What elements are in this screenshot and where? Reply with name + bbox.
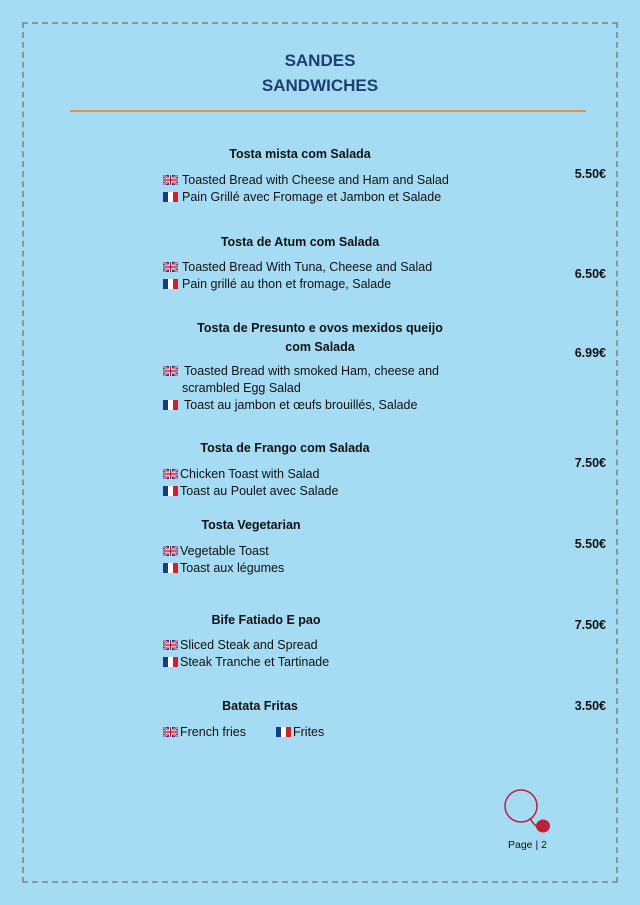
item-desc-en: Toasted Bread with Cheese and Ham and Salad <box>163 172 449 189</box>
item-desc-en: Toasted Bread with smoked Ham, cheese and <box>163 363 439 380</box>
item-price: 3.50€ <box>574 699 606 713</box>
item-price: 7.50€ <box>574 618 606 632</box>
item-name: Tosta de Atum com Salada <box>220 235 380 249</box>
item-desc-fr: Steak Tranche et Tartinade <box>163 654 329 671</box>
item-desc-en: Vegetable Toast <box>163 543 269 560</box>
uk-flag-icon <box>163 544 178 554</box>
uk-flag-icon <box>163 260 178 270</box>
fr-flag-icon <box>276 725 291 735</box>
uk-flag-icon <box>163 725 178 735</box>
fr-flag-icon <box>163 655 178 665</box>
fr-flag-icon <box>163 190 178 200</box>
uk-flag-icon <box>163 638 178 648</box>
item-desc-fr: Pain Grillé avec Fromage et Jambon et Salade <box>163 189 441 206</box>
item-price: 7.50€ <box>574 456 606 470</box>
item-name: Tosta mista com Salada <box>229 147 371 161</box>
item-price: 6.99€ <box>574 346 606 360</box>
item-price: 5.50€ <box>574 167 606 181</box>
page-number: Page | 2 <box>508 839 547 851</box>
fr-flag-icon <box>163 277 178 287</box>
item-desc-fr: Toast aux légumes <box>163 560 284 577</box>
item-desc-fr: Toast au jambon et œufs brouillés, Salade <box>163 397 417 414</box>
item-desc-fr: Toast au Poulet avec Salade <box>163 483 338 500</box>
item-name: Tosta de Frango com Salada <box>200 441 370 455</box>
uk-flag-icon <box>163 467 178 477</box>
item-name-line1: Tosta de Presunto e ovos mexidos queijo <box>197 321 443 335</box>
fr-flag-icon <box>163 561 178 571</box>
item-name: Tosta Vegetarian <box>201 518 301 532</box>
fr-flag-icon <box>163 484 178 494</box>
item-name: Batata Fritas <box>222 699 298 713</box>
uk-flag-icon <box>163 364 178 374</box>
page-title-pt: SANDES <box>284 51 356 70</box>
title-divider <box>70 110 586 112</box>
item-name-line2: com Salada <box>285 340 355 354</box>
item-desc-fr: Pain grillé au thon et fromage, Salade <box>163 276 391 293</box>
brand-logo <box>500 786 556 836</box>
page-title-en: SANDWICHES <box>261 76 379 95</box>
item-desc-fr: Frites <box>276 724 324 741</box>
item-price: 6.50€ <box>574 267 606 281</box>
item-name: Bife Fatiado E pao <box>211 613 321 627</box>
uk-flag-icon <box>163 173 178 183</box>
fr-flag-icon <box>163 398 178 408</box>
item-desc-en: Toasted Bread With Tuna, Cheese and Salad <box>163 259 432 276</box>
item-desc-en-cont: scrambled Egg Salad <box>182 381 301 395</box>
item-desc-en: Chicken Toast with Salad <box>163 466 319 483</box>
item-desc-en: French fries <box>163 724 246 741</box>
item-price: 5.50€ <box>574 537 606 551</box>
item-desc-en: Sliced Steak and Spread <box>163 637 318 654</box>
